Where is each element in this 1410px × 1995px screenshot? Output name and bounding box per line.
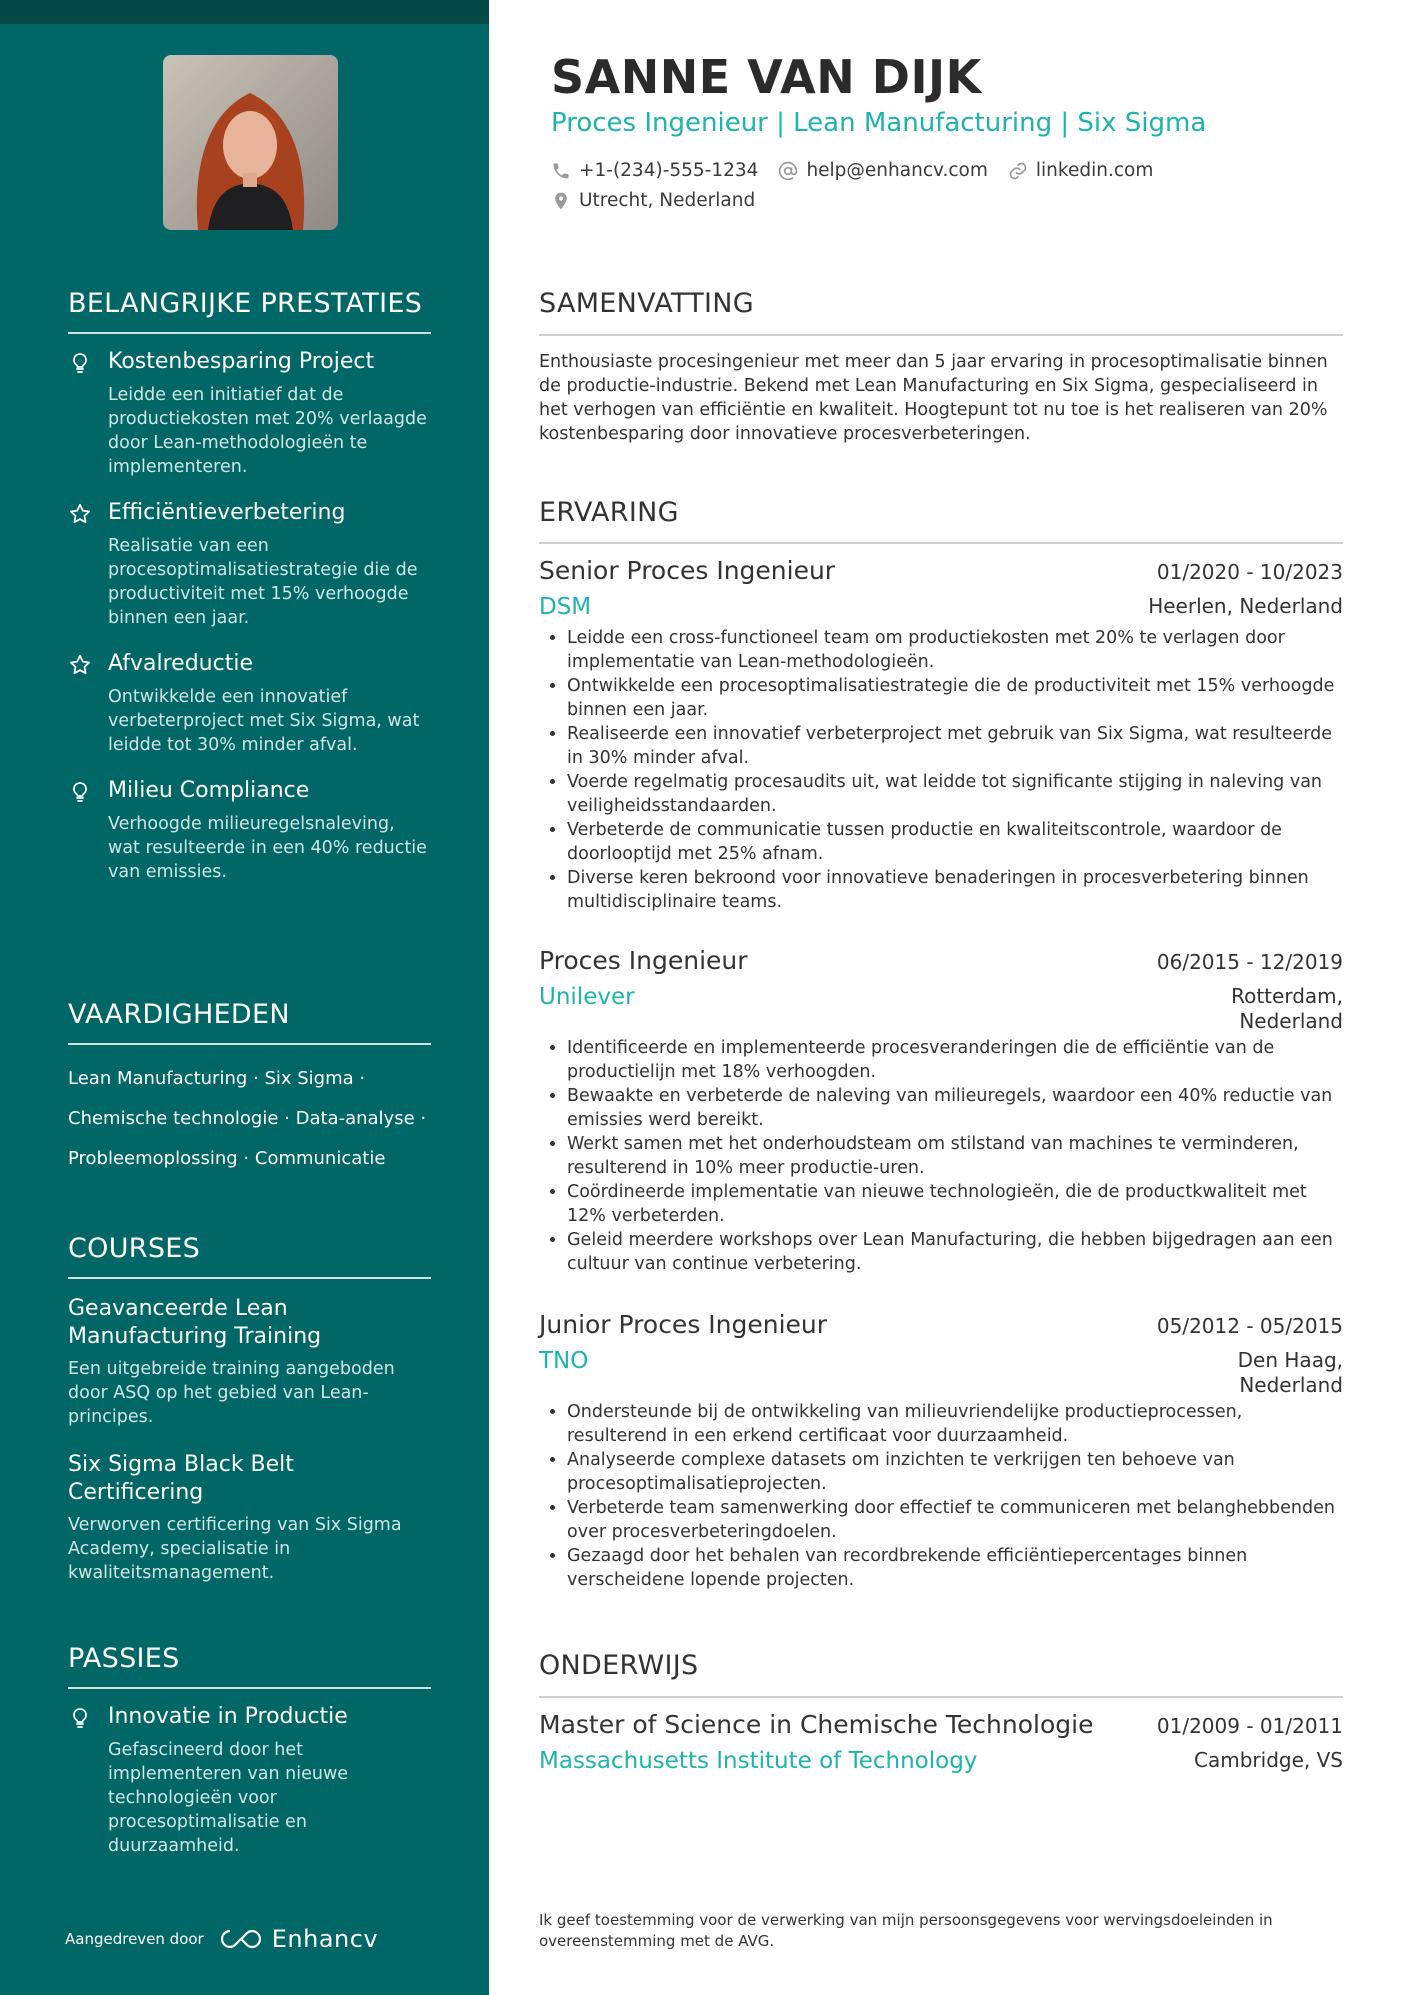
course-item (68, 1451, 431, 1585)
job-bullet: • Gezaagd door het behalen van recordbrekende efficiëntiepercentages binnen verscheidene lopende projecten. (567, 1544, 1343, 1592)
job-bullet: • Analyseerde complexe datasets om inzichten te verkrijgen ten behoeve van procesoptimalisatieprojecten. (567, 1448, 1343, 1496)
passion-description: Gefascineerd door het implementeren van nieuwe technologieën voor procesoptimalisatie en duurzaamheid. (108, 1740, 349, 1856)
achievement-description: Ontwikkelde een innovatief verbeterproject met Six Sigma, wat leidde tot 30% minder afval. (108, 687, 420, 755)
job-bullet: • Identificeerde en implementeerde procesveranderingen die de efficiëntie van de productielijn met 18% verhoogden. (567, 1036, 1343, 1084)
skills-line: Probleemoplossing · Communicatie (68, 1148, 386, 1169)
job-bullet: • Verbeterde team samenwerking door effectief te communiceren met belanghebbenden over procesverbeteringdoelen. (567, 1496, 1343, 1544)
course-description: Verworven certificering van Six Sigma Academy, specialisatie in kwaliteitsmanagement. (68, 1515, 402, 1583)
job-company: TNO (539, 1348, 589, 1374)
enhancv-logo[interactable] (218, 1925, 378, 1953)
job-bullet: • Leidde een cross-functioneel team om productiekosten met 20% te verlagen door implementatie van Lean-methodologieën. (567, 626, 1343, 674)
website-text: linkedin.com (1035, 160, 1154, 181)
email-contact[interactable] (778, 160, 987, 181)
achievement-item (68, 777, 431, 884)
passion-title: Innovatie in Productie (108, 1704, 348, 1729)
candidate-headline: Proces Ingenieur | Lean Manufacturing | Six Sigma (551, 108, 1207, 138)
education-dates: 01/2009 - 01/2011 (1156, 1714, 1343, 1738)
job-bullet: • Diverse keren bekroond voor innovatieve benaderingen in procesverbetering binnen multidisciplinaire teams. (567, 866, 1343, 914)
job-bullet: • Ondersteunde bij de ontwikkeling van milieuvriendelijke productieprocessen, resulterend in een erkend certificaat voor duurzaamheid. (567, 1400, 1343, 1448)
job-bullet: • Ontwikkelde een procesoptimalisatiestrategie die de productiviteit met 15% verhoogde binnen een jaar. (567, 674, 1343, 722)
achievement-title: Afvalreductie (108, 651, 253, 676)
achievement-title: Milieu Compliance (108, 778, 310, 803)
website-contact[interactable] (1008, 160, 1153, 181)
skills-list (68, 1059, 431, 1179)
summary-title: SAMENVATTING (539, 288, 754, 319)
phone-icon (551, 161, 571, 181)
achievements-title: BELANGRIJKE PRESTATIES (68, 288, 423, 319)
job-bullet: • Geleid meerdere workshops over Lean Manufacturing, die hebben bijgedragen aan een cultuur van continue verbetering. (567, 1228, 1343, 1276)
achievement-description: Realisatie van een procesoptimalisatiestrategie die de productiviteit met 15% verhoogde binnen een jaar. (108, 536, 418, 628)
courses-divider (68, 1277, 431, 1279)
lightbulb-icon (68, 780, 92, 804)
location-contact (551, 190, 755, 211)
achievement-title: Efficiëntieverbetering (108, 500, 346, 525)
job-bullet: • Realiseerde een innovatief verbeterproject met gebruik van Six Sigma, wat resulteerde in 30% minder afval. (567, 722, 1343, 770)
achievement-item (68, 499, 431, 630)
job-dates: 06/2015 - 12/2019 (1156, 950, 1343, 974)
job-location-line: Nederland (1239, 1373, 1343, 1397)
job-title: Junior Proces Ingenieur (539, 1310, 828, 1339)
job-bullet: • Voerde regelmatig procesaudits uit, wat leidde tot significante stijging in naleving van veiligheidsstandaarden. (567, 770, 1343, 818)
location-text: Utrecht, Nederland (579, 190, 756, 211)
star-icon (68, 653, 92, 677)
skills-line: Chemische technologie · Data-analyse · (68, 1108, 427, 1129)
location-row (551, 190, 775, 211)
course-title: Six Sigma Black Belt Certificering (68, 1452, 294, 1505)
education-entry (539, 1710, 1343, 1774)
education-school: Massachusetts Institute of Technology (539, 1748, 978, 1774)
passions-section (68, 1640, 431, 1858)
email-text: help@enhancv.com (806, 160, 988, 181)
phone-contact[interactable] (551, 160, 758, 181)
job-dates: 05/2012 - 05/2015 (1156, 1314, 1343, 1338)
job-location-line: Nederland (1239, 1009, 1343, 1033)
profile-photo (163, 55, 338, 230)
skills-title: VAARDIGHEDEN (68, 999, 290, 1030)
summary-divider (539, 334, 1343, 336)
job-bullets (539, 1400, 1343, 1592)
job-bullets (539, 1036, 1343, 1276)
job-dates: 01/2020 - 10/2023 (1156, 560, 1343, 584)
passions-divider (68, 1687, 431, 1689)
contact-row (551, 160, 1173, 181)
achievement-title: Kostenbesparing Project (108, 349, 375, 374)
achievements-section (68, 285, 431, 884)
education-divider (539, 1696, 1343, 1698)
star-icon (68, 502, 92, 526)
job-entry (539, 556, 1343, 914)
candidate-name: SANNE VAN DIJK (551, 50, 982, 104)
job-bullet: • Verbeterde de communicatie tussen productie en kwaliteitscontrole, waardoor de doorlooptijd met 25% afnam. (567, 818, 1343, 866)
job-bullet: • Bewaakte en verbeterde de naleving van milieuregels, waardoor een 40% reductie van emissies werd bereikt. (567, 1084, 1343, 1132)
enhancv-brand: Enhancv (271, 1925, 379, 1953)
job-company: Unilever (539, 984, 635, 1010)
phone-text: +1-(234)-555-1234 (579, 160, 759, 181)
job-entry (539, 946, 1343, 1276)
education-location: Cambridge, VS (1194, 1748, 1343, 1772)
job-location (1148, 594, 1343, 619)
lightbulb-icon (68, 1706, 92, 1730)
job-location (1231, 984, 1343, 1034)
sidebar-top-bar (0, 0, 489, 24)
job-location-line: Heerlen, Nederland (1148, 594, 1343, 618)
passion-item (68, 1703, 431, 1858)
education-degree: Master of Science in Chemische Technologie (539, 1710, 1094, 1739)
courses-section (68, 1230, 431, 1585)
job-location-line: Den Haag, (1237, 1348, 1343, 1372)
courses-title: COURSES (68, 1233, 201, 1264)
job-location-line: Rotterdam, (1231, 984, 1343, 1008)
job-company: DSM (539, 594, 592, 620)
experience-title: ERVARING (539, 497, 679, 528)
achievement-item (68, 348, 431, 479)
job-title: Senior Proces Ingenieur (539, 556, 836, 585)
job-bullets (539, 626, 1343, 914)
course-description: Een uitgebreide training aangeboden door ASQ op het gebied van Lean-principes. (68, 1359, 395, 1427)
achievement-item (68, 650, 431, 757)
passions-title: PASSIES (68, 1643, 180, 1674)
job-location (1238, 1348, 1343, 1398)
course-item (68, 1295, 431, 1429)
achievement-description: Verhoogde milieuregelsnaleving, wat resulteerde in een 40% reductie van emissies. (108, 814, 427, 882)
education-title: ONDERWIJS (539, 1650, 699, 1681)
job-bullet: • Coördineerde implementatie van nieuwe technologieën, die de productkwaliteit met 12% verbeterden. (567, 1180, 1343, 1228)
at-icon (778, 161, 798, 181)
sidebar (0, 0, 489, 1995)
skills-section (68, 996, 431, 1179)
powered-by (65, 1925, 378, 1953)
enhancv-logo-icon (218, 1927, 264, 1951)
lightbulb-icon (68, 351, 92, 375)
gdpr-consent: Ik geef toestemming voor de verwerking van mijn persoonsgegevens voor wervingsdoeleinden in overeenstemming met de AVG. (539, 1911, 1273, 1950)
experience-divider (539, 542, 1343, 544)
link-icon (1008, 161, 1028, 181)
job-bullet: • Werkt samen met het onderhoudsteam om stilstand van machines te verminderen, resulterend in 10% meer productie-uren. (567, 1132, 1343, 1180)
location-pin-icon (551, 191, 571, 211)
job-title: Proces Ingenieur (539, 946, 748, 975)
achievement-description: Leidde een initiatief dat de productiekosten met 20% verlaagde door Lean-methodologieën te implementeren. (108, 385, 427, 477)
skills-divider (68, 1043, 431, 1045)
job-entry (539, 1310, 1343, 1592)
course-title: Geavanceerde Lean Manufacturing Training (68, 1296, 322, 1349)
skills-line: Lean Manufacturing · Six Sigma · (68, 1068, 366, 1089)
summary-text: Enthousiaste procesingenieur met meer dan 5 jaar ervaring in procesoptimalisatie binnen de productie-industrie. Bekend met Lean Manufacturing en Six Sigma, gespecialiseerd in het verhogen van efficiëntie en kwaliteit. Hoogtepunt tot nu toe is het realiseren van 20% kostenbesparing door innovatieve procesverbeteringen. (539, 352, 1328, 444)
achievements-divider (68, 332, 431, 334)
powered-by-label: Aangedreven door (65, 1930, 204, 1948)
